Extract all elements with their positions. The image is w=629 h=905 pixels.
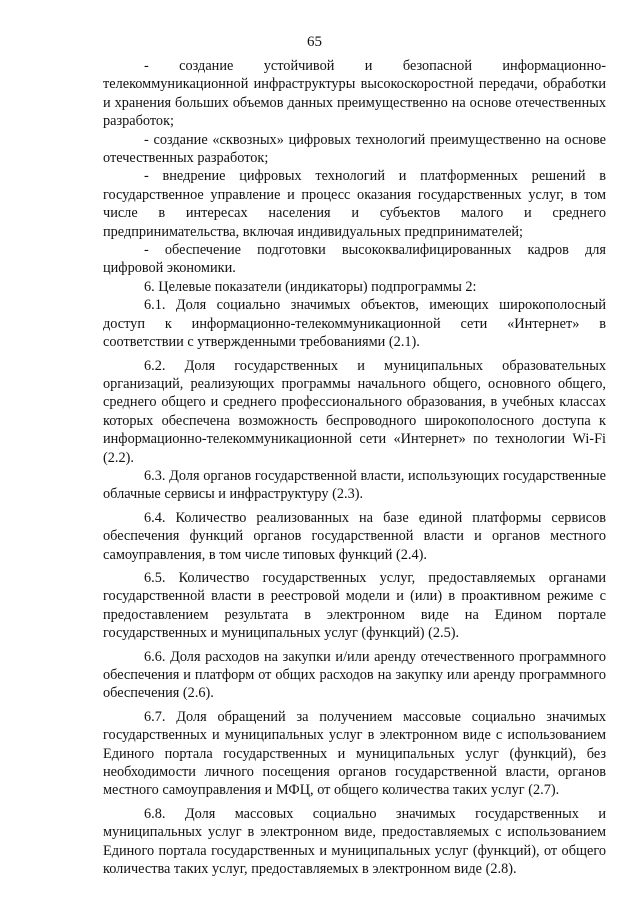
bullet-personnel-training: - обеспечение подготовки высококвалифицированных кадров для цифровой экономики. <box>103 242 606 277</box>
bullet-infrastructure: - создание устойчивой и безопасной информационно-телекоммуникационной инфраструктуры высокоскоростной передачи, обработки и хранения больших объемов данных преимущественно на основе отечественных разработок; <box>103 58 606 130</box>
bullet-platform-solutions: - внедрение цифровых технологий и платформенных решений в государственное управление и процесс оказания государственных услуг, в том числе в интересах населения и субъектов малого и среднего предпринимательства, включая индивидуальных предпринимателей; <box>103 168 606 240</box>
document-body <box>103 57 606 878</box>
indicator-6-4: 6.4. Количество реализованных на базе единой платформы сервисов обеспечения функций органов государственной власти и органов местного самоуправления, в том числе типовых функций (2.4). <box>103 509 606 563</box>
indicator-6-6: 6.6. Доля расходов на закупки и/или аренду отечественного программного обеспечения и платформ от общих расходов на закупку или аренду программного обеспечения (2.6). <box>103 648 606 702</box>
indicator-6-2: 6.2. Доля государственных и муниципальных образовательных организаций, реализующих программы начального общего, основного общего, среднего общего и среднего профессионального образования, в учебных классах которых обеспечена возможность беспроводного широкополосного доступа к информационно-телекоммуникационной сети «Интернет» по технологии Wi-Fi (2.2). <box>103 357 606 466</box>
indicator-6-7: 6.7. Доля обращений за получением массовые социально значимых государственных и муниципальных услуг в электронном виде с использованием Единого портала государственных и муниципальных услуг (функций), без необходимости личного посещения органов государственной власти, органов местного самоуправления и МФЦ, от общего количества таких услуг (2.7). <box>103 708 606 799</box>
bullet-end-to-end-technologies: - создание «сквозных» цифровых технологий преимущественно на основе отечественных разработок; <box>103 131 606 167</box>
indicator-6-3: 6.3. Доля органов государственной власти, использующих государственные облачные сервисы и инфраструктуру (2.3). <box>103 467 606 503</box>
section-heading-indicators: 6. Целевые показатели (индикаторы) подпрограммы 2: <box>144 278 477 295</box>
indicator-6-8: 6.8. Доля массовых социально значимых государственных и муниципальных услуг в электронном виде, предоставляемых с использованием Единого портала государственных и муниципальных услуг (функций), от общего количества таких услуг, предоставляемых в электронном виде (2.8). <box>103 805 606 878</box>
page-number: 65 <box>307 34 322 50</box>
indicator-6-1: 6.1. Доля социально значимых объектов, имеющих широкополосный доступ к информационно-телекоммуникационной сети «Интернет» в соответствии с утвержденными требованиями (2.1). <box>103 297 606 351</box>
indicator-6-5: 6.5. Количество государственных услуг, предоставляемых органами государственной власти в реестровой модели и (или) в проактивном режиме с предоставлением результата в электронном виде на Едином портале государственных и муниципальных услуг (функций) (2.5). <box>103 569 606 642</box>
